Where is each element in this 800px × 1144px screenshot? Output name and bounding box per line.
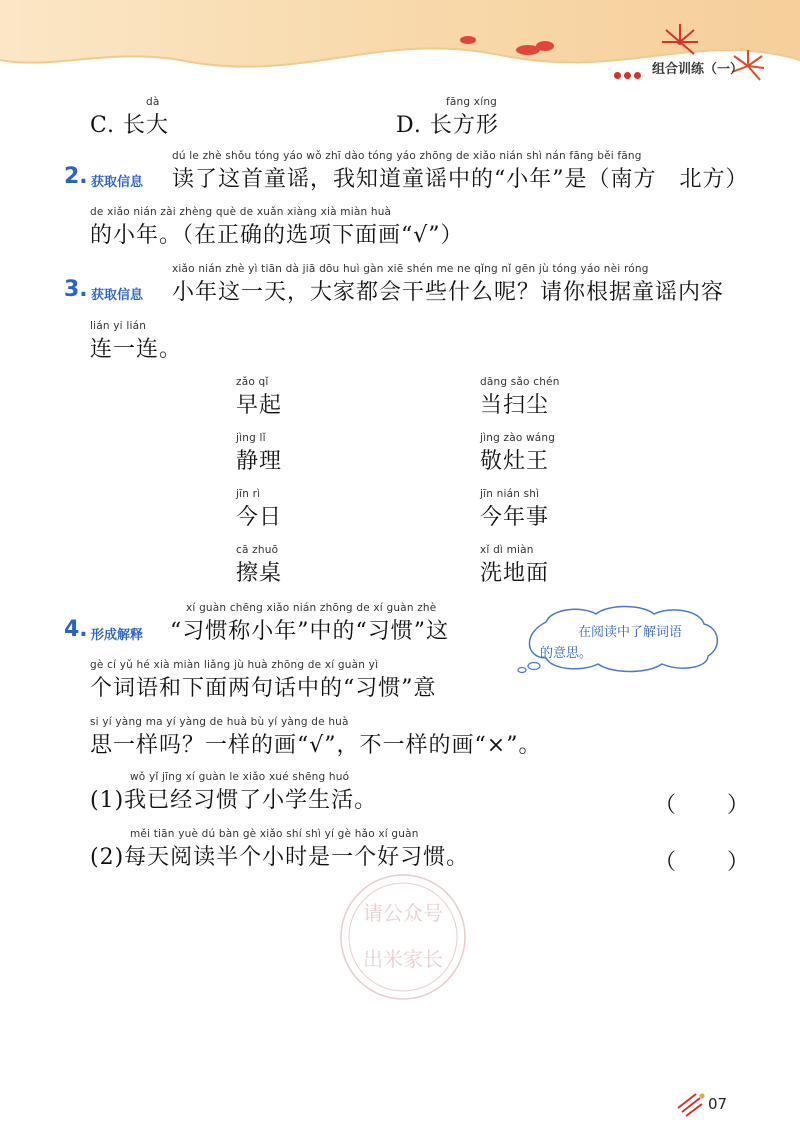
q4-line2-pinyin: gè cí yǔ hé xià miàn liǎng jù huà zhōng de xí guàn yì — [90, 659, 379, 671]
q2-tag: 获取信息 — [91, 175, 144, 190]
q3-line1-text: 小年这一天，大家都会干些什么呢？请你根据童谣内容 — [172, 280, 725, 305]
match-left-4[interactable] — [236, 544, 282, 587]
q2-line1-text: 读了这首童谣，我知道童谣中的“小年”是（南方 北方） — [172, 167, 749, 192]
option-d — [396, 96, 499, 139]
q4-line3-pinyin: si yí yàng ma yí yàng de huà bù yí yàng de huà — [90, 716, 349, 728]
q3-line2-pinyin: lián yi lián — [90, 320, 147, 332]
match-right-pinyin: jìng zào wáng — [480, 432, 556, 444]
bubble-line2: 的意思。 — [540, 646, 593, 661]
q2-line2-pinyin: de xiǎo nián zài zhèng què de xuǎn xiàng xià miàn huà — [90, 206, 392, 218]
match-left-text: 早起 — [236, 393, 283, 418]
match-right-2[interactable] — [480, 432, 555, 475]
match-left-text: 擦桌 — [236, 561, 283, 586]
match-left-pinyin: zǎo qǐ — [236, 376, 269, 388]
q4-line3 — [90, 716, 541, 759]
match-right-text: 敬灶王 — [480, 449, 550, 474]
header-dots — [614, 64, 644, 83]
header-band — [0, 0, 800, 105]
q3-line1-pinyin: xiǎo nián zhè yì tiān dà jiā dōu huì gàn xiē shén me ne qǐng nǐ gēn jù tóng yáo nèi róng — [172, 263, 649, 275]
q2-line1-pinyin: dú le zhè shǒu tóng yáo wǒ zhī dào tóng yáo zhōng de xiǎo nián shì nán fāng běi fāng — [172, 150, 642, 162]
q2-line2 — [90, 206, 464, 249]
match-left-text: 今日 — [236, 505, 283, 530]
firecracker-icon — [672, 1090, 706, 1120]
q4-line1 — [170, 602, 449, 645]
watermark-stamp — [328, 862, 478, 1012]
q4-line1-pinyin: xí guàn chēng xiǎo nián zhōng de xí guàn zhè — [186, 602, 437, 614]
q4-tag: 形成解释 — [91, 628, 144, 643]
stamp-line2: 出米家长 — [363, 947, 443, 971]
match-right-text: 洗地面 — [480, 561, 550, 586]
match-left-pinyin: cā zhuō — [236, 544, 279, 556]
match-right-text: 今年事 — [480, 505, 550, 530]
q2-line1 — [172, 150, 749, 193]
match-right-1[interactable] — [480, 376, 560, 419]
header-label: 组合训练（一） — [652, 62, 744, 77]
match-left-pinyin: jìng lǐ — [236, 432, 266, 444]
q4-line2-text: 个词语和下面两句话中的“习惯”意 — [90, 676, 437, 701]
option-c-pinyin: dà — [146, 96, 160, 108]
page-number: 07 — [708, 1095, 728, 1113]
bubble-line1: 在阅读中了解词语 — [578, 625, 683, 640]
answer-blank[interactable]: （ ） — [654, 850, 771, 875]
match-left-text: 静理 — [236, 449, 283, 474]
q4-item-pinyin: wǒ yǐ jīng xí guàn le xiǎo xué shēng huó — [130, 771, 350, 783]
match-right-pinyin: dāng sǎo chén — [480, 376, 560, 388]
q3-line2 — [90, 320, 182, 363]
option-d-pinyin: fāng xíng — [446, 96, 498, 108]
option-c-text: C. 长大 — [90, 113, 170, 138]
match-right-pinyin: jīn nián shì — [480, 488, 540, 500]
match-left-pinyin: jīn rì — [236, 488, 261, 500]
match-left-3[interactable] — [236, 488, 282, 531]
q4-item-1 — [90, 771, 377, 814]
q3-line1 — [172, 263, 724, 306]
q4-line1-text: “习惯称小年”中的“习惯”这 — [170, 619, 449, 644]
option-d-text: D. 长方形 — [396, 113, 499, 138]
match-right-4[interactable] — [480, 544, 549, 587]
q4-item-text: (1)我已经习惯了小学生活。 — [90, 788, 378, 813]
q2-line2-text: 的小年。（在正确的选项下面画“√”） — [90, 223, 464, 248]
q4-line3-text: 思一样吗？一样的画“√”，不一样的画“×”。 — [90, 733, 542, 758]
q4-item-pinyin: měi tiān yuè dú bàn gè xiǎo shí shì yí gè hǎo xí guàn — [130, 828, 419, 840]
q4-line2 — [90, 659, 437, 702]
match-right-3[interactable] — [480, 488, 549, 531]
option-c — [90, 96, 169, 139]
stamp-line1: 请公众号 — [363, 901, 443, 925]
match-right-text: 当扫尘 — [480, 393, 550, 418]
q4-number: 4. — [64, 617, 88, 642]
q2-number: 2. — [64, 164, 88, 189]
match-left-1[interactable] — [236, 376, 282, 419]
match-left-2[interactable] — [236, 432, 282, 475]
q3-line2-text: 连一连。 — [90, 337, 183, 362]
q4-item-text: (2)每天阅读半个小时是一个好习惯。 — [90, 845, 470, 870]
answer-blank[interactable]: （ ） — [654, 793, 771, 818]
match-right-pinyin: xǐ dì miàn — [480, 544, 534, 556]
q3-number: 3. — [64, 277, 88, 302]
q3-tag: 获取信息 — [91, 288, 144, 303]
